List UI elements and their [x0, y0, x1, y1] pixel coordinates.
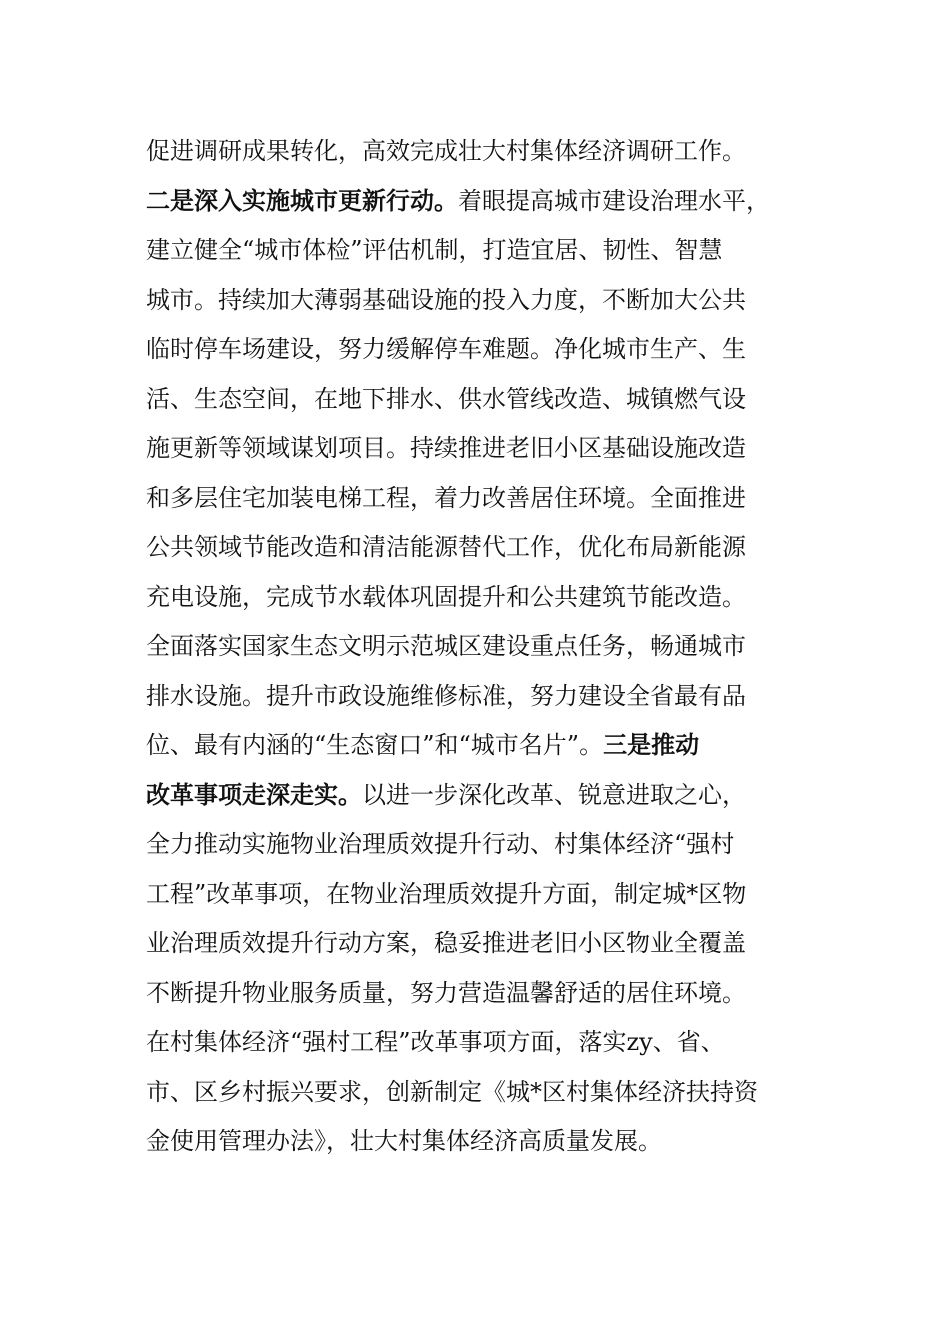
text-line-12 — [146, 672, 826, 722]
text-line-15 — [146, 820, 826, 870]
line-12-text: 排水设施。提升市政设施维修标准，努力建设全省最有品 — [146, 681, 746, 710]
line-20-text: 市、区乡村振兴要求，创新制定《城*区村集体经济扶持资 — [146, 1077, 758, 1106]
text-line-7 — [146, 424, 826, 474]
line-15-text: 全力推动实施物业治理质效提升行动、村集体经济“强村 — [146, 830, 735, 858]
text-line-11 — [146, 622, 826, 672]
text-line-5 — [146, 325, 826, 375]
line-14-text: 以进一步深化改革、锐意进取之心， — [362, 780, 746, 809]
line-2-heading: 二是深入实施城市更新行动。 — [146, 186, 458, 215]
line-19-text: 在村集体经济“强村工程”改革事项方面，落实zy、省、 — [146, 1028, 725, 1056]
text-line-2 — [146, 177, 826, 227]
text-line-8 — [146, 474, 826, 524]
body-text — [146, 127, 826, 1167]
text-line-9 — [146, 523, 826, 573]
line-11-text: 全面落实国家生态文明示范城区建设重点任务，畅通城市 — [146, 632, 746, 660]
line-21-text: 金使用管理办法》，壮大村集体经济高质量发展。 — [146, 1127, 662, 1155]
text-line-6 — [146, 375, 826, 425]
line-9-text: 公共领域节能改造和清洁能源替代工作，优化布局新能源 — [146, 533, 746, 561]
text-line-10 — [146, 573, 826, 623]
line-8-text: 和多层住宅加装电梯工程，着力改善居住环境。全面推进 — [146, 483, 746, 512]
text-line-19 — [146, 1018, 826, 1068]
line-2-text: 着眼提高城市建设治理水平， — [458, 186, 770, 215]
line-3-text: 建立健全“城市体检”评估机制，打造宜居、韧性、智慧 — [146, 236, 723, 264]
text-line-14 — [146, 771, 826, 821]
line-7-text: 施更新等领域谋划项目。持续推进老旧小区基础设施改造 — [146, 434, 746, 462]
line-13-heading: 三是推动 — [603, 731, 700, 759]
line-16-text: 工程”改革事项，在物业治理质效提升方面，制定城*区物 — [146, 879, 747, 908]
line-5-text: 临时停车场建设，努力缓解停车难题。净化城市生产、生 — [146, 335, 746, 363]
text-line-16 — [146, 870, 826, 920]
text-line-18 — [146, 969, 826, 1019]
text-line-13 — [146, 721, 826, 771]
line-1-text: 促进调研成果转化，高效完成壮大村集体经济调研工作。 — [146, 137, 746, 165]
text-line-21 — [146, 1117, 826, 1167]
text-line-17 — [146, 919, 826, 969]
line-10-text: 充电设施，完成节水载体巩固提升和公共建筑节能改造。 — [146, 582, 746, 611]
text-line-4 — [146, 276, 826, 326]
line-17-text: 业治理质效提升行动方案，稳妥推进老旧小区物业全覆盖 — [146, 929, 746, 957]
text-line-1 — [146, 127, 826, 177]
text-line-3 — [146, 226, 826, 276]
line-14-heading: 改革事项走深走实。 — [146, 780, 362, 809]
text-line-20 — [146, 1068, 826, 1118]
line-18-text: 不断提升物业服务质量，努力营造温馨舒适的居住环境。 — [146, 978, 746, 1007]
line-6-text: 活、生态空间，在地下排水、供水管线改造、城镇燃气设 — [146, 384, 746, 413]
line-4-text: 城市。持续加大薄弱基础设施的投入力度，不断加大公共 — [146, 285, 746, 314]
line-13-text: 位、最有内涵的“生态窗口”和“城市名片”。 — [146, 731, 604, 759]
